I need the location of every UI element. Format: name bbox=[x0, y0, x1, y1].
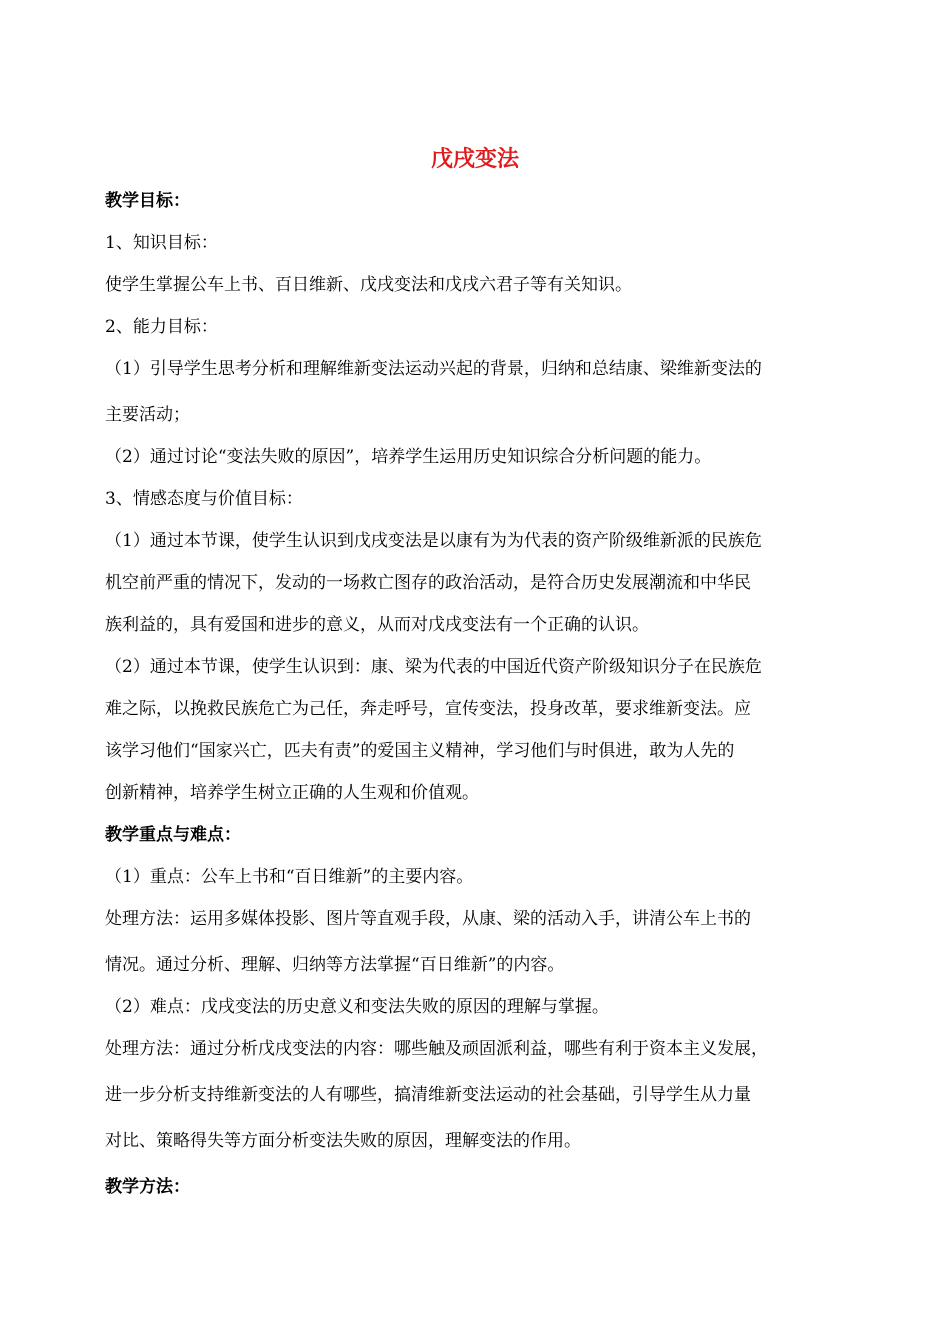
text-line: 处理方法：通过分析戊戌变法的内容：哪些触及顽固派利益，哪些有利于资本主义发展， bbox=[105, 1039, 768, 1059]
key-point-2: （2）难点：戊戌变法的历史意义和变法失败的原因的理解与掌握。 bbox=[105, 997, 609, 1017]
text-line: 该学习他们“国家兴亡，匹夫有责”的爱国主义精神，学习他们与时俱进，敢为人先的 bbox=[105, 741, 735, 761]
teaching-method-heading: 教学方法： bbox=[105, 1177, 190, 1197]
text-line: 对比、策略得失等方面分析变法失败的原因，理解变法的作用。 bbox=[105, 1131, 581, 1151]
knowledge-goal-heading: 1、知识目标： bbox=[105, 233, 218, 253]
text-line: 机空前严重的情况下，发动的一场救亡图存的政治活动，是符合历史发展潮流和中华民 bbox=[105, 573, 751, 593]
page-title: 戊戌变法 bbox=[430, 147, 519, 172]
teaching-goals-heading: 教学目标： bbox=[105, 191, 190, 211]
text-line: 难之际，以挽救民族危亡为己任，奔走呼号，宣传变法，投身改革，要求维新变法。应 bbox=[105, 699, 751, 719]
text-line: 创新精神，培养学生树立正确的人生观和价值观。 bbox=[105, 783, 479, 803]
document-body bbox=[105, 188, 850, 1200]
knowledge-goal-text: 使学生掌握公车上书、百日维新、戊戌变法和戊戌六君子等有关知识。 bbox=[105, 275, 632, 295]
text-line: （1）通过本节课，使学生认识到戊戌变法是以康有为为代表的资产阶级维新派的民族危 bbox=[105, 531, 762, 551]
emotion-goal-item-1 bbox=[105, 528, 850, 638]
key-point-1-method bbox=[105, 906, 850, 978]
emotion-goal-heading: 3、情感态度与价值目标： bbox=[105, 489, 303, 509]
text-line: （2）通过本节课，使学生认识到：康、梁为代表的中国近代资产阶级知识分子在民族危 bbox=[105, 657, 762, 677]
text-line: 族利益的，具有爱国和进步的意义，从而对戊戌变法有一个正确的认识。 bbox=[105, 615, 649, 635]
emotion-goal-item-2 bbox=[105, 654, 850, 806]
key-point-2-method bbox=[105, 1036, 850, 1154]
text-line: 处理方法：运用多媒体投影、图片等直观手段，从康、梁的活动入手，讲清公车上书的 bbox=[105, 909, 751, 929]
ability-goal-heading: 2、能力目标： bbox=[105, 317, 218, 337]
text-line: 情况。通过分析、理解、归纳等方法掌握“百日维新”的内容。 bbox=[105, 955, 565, 975]
ability-goal-item-2: （2）通过讨论“变法失败的原因”，培养学生运用历史知识综合分析问题的能力。 bbox=[105, 447, 712, 467]
text-line: （1）引导学生思考分析和理解维新变法运动兴起的背景，归纳和总结康、梁维新变法的 bbox=[105, 359, 762, 379]
text-line: 主要活动； bbox=[105, 405, 190, 425]
key-point-1: （1）重点：公车上书和“百日维新”的主要内容。 bbox=[105, 867, 474, 887]
key-points-heading: 教学重点与难点： bbox=[105, 825, 241, 845]
text-line: 进一步分析支持维新变法的人有哪些，搞清维新变法运动的社会基础，引导学生从力量 bbox=[105, 1085, 751, 1105]
ability-goal-item-1 bbox=[105, 356, 850, 428]
